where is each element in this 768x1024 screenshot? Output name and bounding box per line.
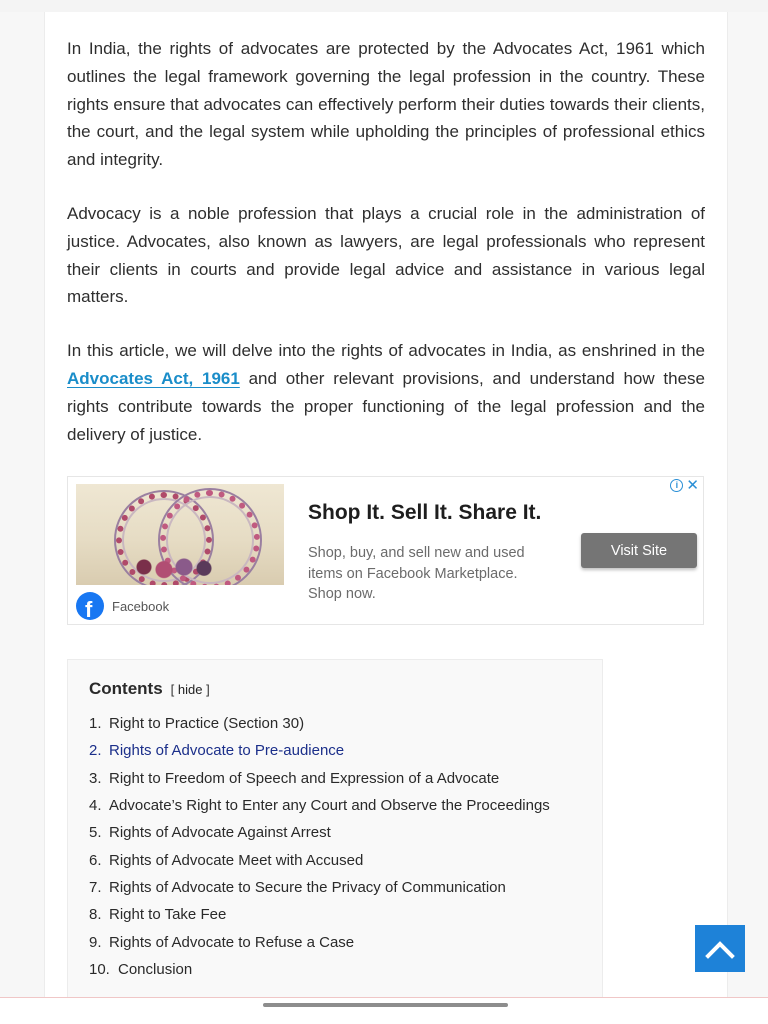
- toc-toggle[interactable]: [171, 682, 210, 697]
- close-icon[interactable]: ✕: [686, 477, 699, 494]
- toc-item-label[interactable]: Rights of Advocate to Pre-audience: [109, 742, 345, 760]
- top-strip: [0, 0, 768, 12]
- ad-choices-badge[interactable]: [670, 479, 699, 492]
- toc-item-number: 10.: [89, 960, 110, 978]
- toc-item-conclusion[interactable]: [89, 956, 550, 983]
- toc-item-label[interactable]: Rights of Advocate Meet with Accused: [109, 851, 364, 869]
- bead-cluster: [136, 554, 216, 580]
- toc-item-number: 7.: [89, 878, 102, 896]
- toc-toggle-open-bracket: [: [170, 682, 175, 697]
- toc-toggle-close-bracket: ]: [206, 682, 210, 697]
- toc-item-number: 1.: [89, 715, 102, 733]
- toc-item-label[interactable]: Advocate’s Right to Enter any Court and Observe the Proceedings: [109, 797, 550, 815]
- info-icon[interactable]: i: [670, 479, 683, 492]
- toc-list: [89, 710, 550, 983]
- facebook-icon: f: [76, 592, 104, 620]
- table-of-contents: [67, 659, 603, 1004]
- toc-hide-link[interactable]: hide: [177, 682, 203, 697]
- article-body: [67, 35, 705, 474]
- toc-item-label[interactable]: Rights of Advocate to Secure the Privacy of Communication: [109, 878, 506, 896]
- paragraph-3-text-after: and other relevant provisions, and understand how these rights contribute towards the proper functioning of the legal profession and the delivery of justice.: [67, 368, 706, 444]
- toc-header: [89, 679, 210, 699]
- ad-banner[interactable]: [67, 476, 704, 625]
- paragraph-1: In India, the rights of advocates are protected by the Advocates Act, 1961 which outlines the legal framework governing the legal profession in the country. These rights ensure that advocates can effectively perform their duties towards their clients, the court, and the legal system while upholding the principles of professional ethics and integrity.: [67, 39, 705, 170]
- visit-site-button[interactable]: Visit Site: [581, 533, 697, 568]
- toc-item-refuse-a-case[interactable]: [89, 928, 550, 955]
- toc-item-number: 2.: [89, 742, 102, 760]
- toc-item-label[interactable]: Conclusion: [118, 960, 193, 978]
- toc-item-meet-with-accused[interactable]: [89, 846, 550, 873]
- ad-description: Shop, buy, and sell new and used items on Facebook Marketplace. Shop now.: [308, 545, 525, 602]
- toc-item-number: 4.: [89, 797, 102, 815]
- chevron-up-icon: [705, 939, 735, 959]
- system-navigation-bar: [0, 997, 768, 1024]
- scroll-to-top-button[interactable]: [695, 925, 745, 972]
- toc-item-label[interactable]: Rights of Advocate to Refuse a Case: [109, 933, 355, 951]
- toc-item-number: 5.: [89, 824, 102, 842]
- ad-brand[interactable]: [76, 592, 169, 620]
- toc-item-number: 6.: [89, 851, 102, 869]
- toc-item-number: 8.: [89, 906, 102, 924]
- toc-item-label[interactable]: Right to Practice (Section 30): [109, 715, 305, 733]
- ad-headline[interactable]: Shop It. Sell It. Share It.: [308, 501, 542, 524]
- toc-item-privacy-of-communication[interactable]: [89, 874, 550, 901]
- home-indicator[interactable]: [263, 1003, 508, 1007]
- toc-item-take-fee[interactable]: [89, 901, 550, 928]
- toc-item-label[interactable]: Right to Take Fee: [109, 906, 227, 924]
- toc-item-number: 3.: [89, 769, 102, 787]
- paragraph-2: Advocacy is a noble profession that plays a crucial role in the administration of justice. Advocates, also known as lawyers, are legal professionals who represent their clients in courts and provide legal advice and assistance in various legal matters.: [67, 203, 705, 307]
- paragraph-3-text-before: In this article, we will delve into the rights of advocates in India, as enshrined in the: [67, 341, 705, 361]
- toc-item-number: 9.: [89, 933, 102, 951]
- toc-item-label[interactable]: Right to Freedom of Speech and Expression of a Advocate: [109, 769, 500, 787]
- advocates-act-link[interactable]: Advocates Act, 1961: [67, 368, 240, 388]
- paragraph-3: [67, 337, 705, 448]
- toc-title: Contents: [89, 679, 163, 698]
- ad-brand-label: Facebook: [112, 598, 170, 614]
- toc-item-against-arrest[interactable]: [89, 819, 550, 846]
- toc-item-label[interactable]: Rights of Advocate Against Arrest: [109, 824, 331, 842]
- ad-image-bangles[interactable]: [76, 484, 284, 585]
- toc-item-enter-any-court[interactable]: [89, 792, 550, 819]
- toc-item-right-to-practice[interactable]: [89, 710, 550, 737]
- toc-item-freedom-of-speech[interactable]: [89, 765, 550, 792]
- toc-item-pre-audience[interactable]: [89, 737, 550, 764]
